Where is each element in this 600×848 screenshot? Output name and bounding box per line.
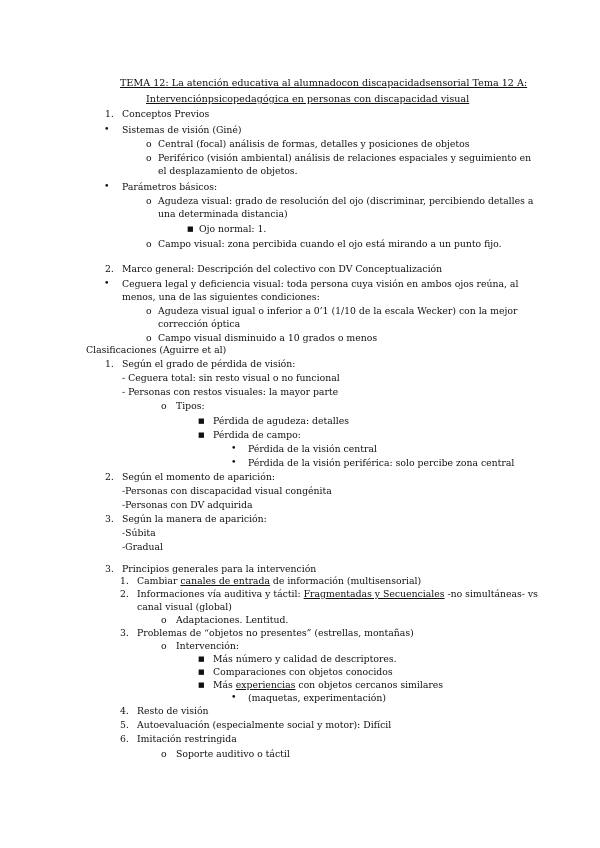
param-field: Campo visual: zona percibida cuando el ojo está mirando a un punto fijo.	[158, 239, 502, 250]
circle-bullet-icon: o	[161, 615, 167, 626]
principle-1: Cambiar canales de entrada de información (multisensorial)	[137, 576, 422, 587]
section-2-number: 2.	[105, 264, 114, 275]
circle-bullet-icon: o	[146, 196, 152, 207]
class-1-title: Según el grado de pérdida de visión:	[122, 359, 296, 370]
intervention-item: Comparaciones con objetos conocidos	[213, 667, 393, 678]
class-3-title: Según la manera de aparición:	[122, 514, 267, 525]
circle-bullet-icon: o	[146, 333, 152, 344]
vision-peripheral: Periférico (visión ambiental) análisis de relaciones espaciales y seguimiento en	[158, 153, 532, 164]
intervention-item: Más número y calidad de descriptores.	[213, 654, 397, 665]
classifications-heading: Clasificaciones (Aguirre et al)	[86, 345, 227, 356]
section-2-heading: Marco general: Descripción del colectivo con DV Conceptualización	[122, 264, 443, 275]
section-3-heading: Principios generales para la intervención	[122, 564, 317, 575]
bullet-icon: •	[104, 181, 110, 192]
intervention-label: Intervención:	[176, 641, 239, 652]
condition-acuity: Agudeza visual igual o inferior a 0’1 (1/10 de la escala Wecker) con la mejor	[158, 306, 518, 317]
central-vision-loss: Pérdida de la visión central	[248, 444, 377, 455]
intervention-sub-item: (maquetas, experimentación)	[248, 693, 386, 704]
class-1-item: - Personas con restos visuales: la mayor parte	[122, 387, 339, 398]
bullet-icon: •	[231, 443, 237, 454]
principle-6: Imitación restringida	[137, 734, 237, 745]
principle-5-number: 5.	[120, 720, 129, 731]
title-line-1: TEMA 12: La atención educativa al alumnadocon discapacidadsensorial Tema 12 A:	[120, 78, 528, 89]
class-2-title: Según el momento de aparición:	[122, 472, 275, 483]
principle-6-number: 6.	[120, 734, 129, 745]
section-3-number: 3.	[105, 564, 114, 575]
vision-peripheral-cont: el desplazamiento de objetos.	[158, 166, 298, 177]
class-2-item: -Personas con DV adquirida	[122, 500, 253, 511]
square-bullet-icon: ■	[198, 417, 205, 425]
class-1-item: - Ceguera total: sin resto visual o no funcional	[122, 373, 340, 384]
adaptations: Adaptaciones. Lentitud.	[176, 615, 289, 626]
type-acuity-loss: Pérdida de agudeza: detalles	[213, 416, 349, 427]
principle-4: Resto de visión	[137, 706, 209, 717]
bullet-icon: •	[231, 457, 237, 468]
class-3-item: -Súbita	[122, 528, 156, 539]
square-bullet-icon: ■	[198, 668, 205, 676]
peripheral-vision-loss: Pérdida de la visión periférica: solo percibe zona central	[248, 458, 515, 469]
legal-blindness: Ceguera legal y deficiencia visual: toda persona cuya visión en ambos ojos reúna, al	[122, 279, 519, 290]
principle-5: Autoevaluación (especialmente social y motor): Difícil	[137, 720, 392, 731]
intervention-item: Más experiencias con objetos cercanos similares	[213, 680, 444, 691]
class-2-number: 2.	[105, 472, 114, 483]
class-1-number: 1.	[105, 359, 114, 370]
square-bullet-icon: ■	[198, 655, 205, 663]
principle-4-number: 4.	[120, 706, 129, 717]
square-bullet-icon: ■	[187, 225, 194, 233]
circle-bullet-icon: o	[161, 401, 167, 412]
circle-bullet-icon: o	[161, 749, 167, 760]
principle-6-support: Soporte auditivo o táctil	[176, 749, 290, 760]
square-bullet-icon: ■	[198, 431, 205, 439]
legal-blindness-cont: menos, una de las siguientes condiciones:	[122, 292, 320, 303]
title-line-2: Intervenciónpsicopedagógica en personas con discapacidad visual	[146, 94, 470, 105]
class-2-item: -Personas con discapacidad visual congénita	[122, 486, 332, 497]
principle-2-number: 2.	[120, 589, 129, 600]
circle-bullet-icon: o	[146, 139, 152, 150]
principle-1-number: 1.	[120, 576, 129, 587]
circle-bullet-icon: o	[161, 641, 167, 652]
vision-central: Central (focal) análisis de formas, detalles y posiciones de objetos	[158, 139, 470, 150]
vision-systems-label: Sistemas de visión (Giné)	[122, 125, 242, 136]
class-3-item: -Gradual	[122, 542, 164, 553]
type-field-loss: Pérdida de campo:	[213, 430, 301, 441]
circle-bullet-icon: o	[146, 306, 152, 317]
condition-acuity-cont: corrección óptica	[158, 319, 241, 330]
param-acuity-cont: una determinada distancia)	[158, 209, 288, 220]
section-1-heading: Conceptos Previos	[122, 109, 210, 120]
normal-eye: Ojo normal: 1.	[199, 224, 267, 235]
param-acuity: Agudeza visual: grado de resolución del ojo (discriminar, percibiendo detalles a	[158, 196, 534, 207]
circle-bullet-icon: o	[146, 239, 152, 250]
class-3-number: 3.	[105, 514, 114, 525]
bullet-icon: •	[104, 278, 110, 289]
principle-3-number: 3.	[120, 628, 129, 639]
bullet-icon: •	[231, 692, 237, 703]
condition-field: Campo visual disminuido a 10 grados o menos	[158, 333, 378, 344]
section-1-number: 1.	[105, 109, 114, 120]
square-bullet-icon: ■	[198, 681, 205, 689]
principle-2: Informaciones vía auditiva y táctil: Fragmentadas y Secuenciales -no simultáneas- vs	[137, 589, 538, 600]
circle-bullet-icon: o	[146, 153, 152, 164]
types-label: Tipos:	[176, 401, 205, 412]
basic-params-label: Parámetros básicos:	[122, 182, 218, 193]
bullet-icon: •	[104, 124, 110, 135]
principle-3: Problemas de “objetos no presentes” (estrellas, montañas)	[137, 628, 414, 639]
principle-2-cont: canal visual (global)	[137, 602, 232, 613]
